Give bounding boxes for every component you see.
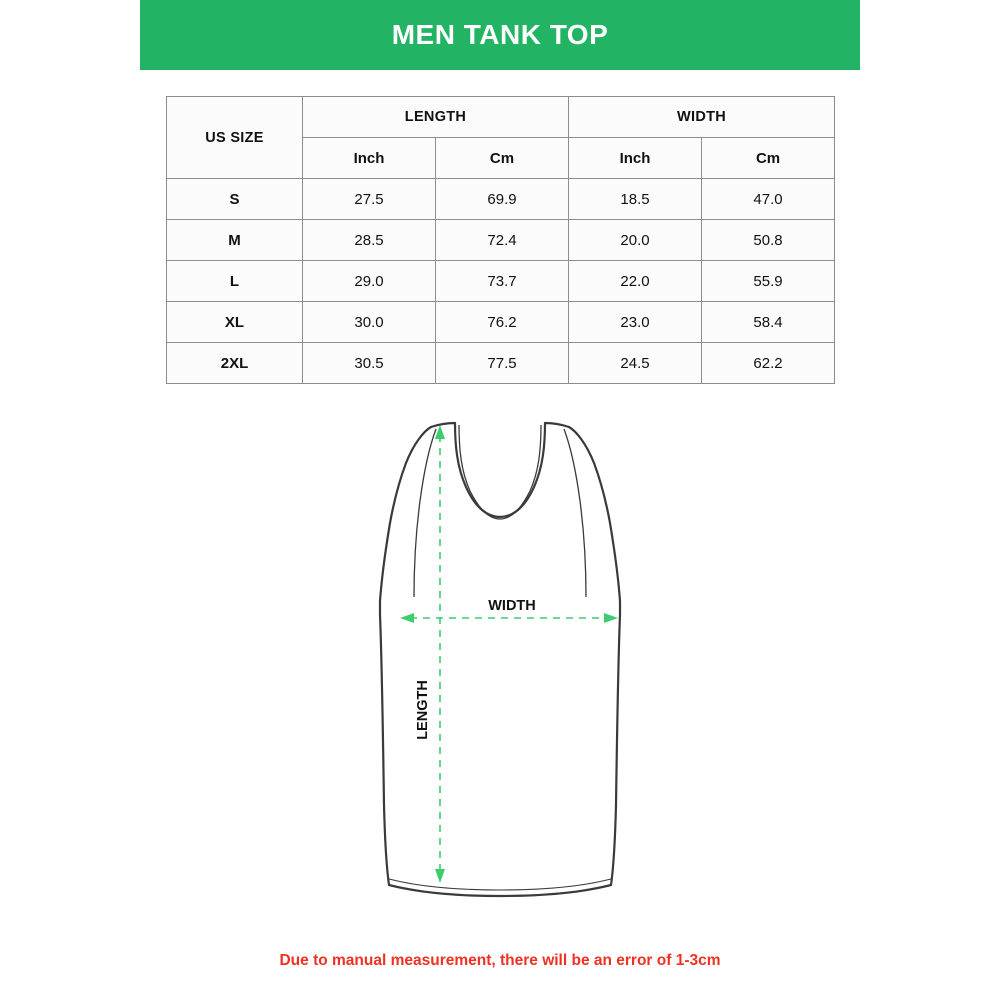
length-label: LENGTH bbox=[415, 680, 431, 740]
cell-width-inch: 22.0 bbox=[569, 261, 702, 302]
cell-length-cm: 69.9 bbox=[436, 179, 569, 220]
cell-size: 2XL bbox=[167, 343, 303, 384]
table-row bbox=[167, 179, 835, 220]
cell-length-inch: 28.5 bbox=[303, 220, 436, 261]
cell-width-inch: 23.0 bbox=[569, 302, 702, 343]
header-us-size: US SIZE bbox=[167, 97, 303, 179]
cell-size: M bbox=[167, 220, 303, 261]
cell-width-cm: 62.2 bbox=[702, 343, 835, 384]
measurement-disclaimer: Due to manual measurement, there will be an error of 1-3cm bbox=[279, 952, 721, 969]
size-chart bbox=[166, 96, 834, 384]
cell-width-inch: 18.5 bbox=[569, 179, 702, 220]
tank-top-diagram bbox=[0, 405, 1000, 915]
size-table bbox=[166, 96, 835, 384]
header-width: WIDTH bbox=[569, 97, 835, 138]
cell-length-inch: 29.0 bbox=[303, 261, 436, 302]
width-label: WIDTH bbox=[488, 598, 536, 614]
cell-width-cm: 47.0 bbox=[702, 179, 835, 220]
cell-size: XL bbox=[167, 302, 303, 343]
header-length: LENGTH bbox=[303, 97, 569, 138]
cell-length-cm: 77.5 bbox=[436, 343, 569, 384]
table-row bbox=[167, 343, 835, 384]
table-row bbox=[167, 220, 835, 261]
table-header-row bbox=[167, 97, 835, 138]
unit-width-cm: Cm bbox=[702, 138, 835, 179]
cell-length-cm: 73.7 bbox=[436, 261, 569, 302]
tank-top-outline bbox=[380, 423, 620, 896]
cell-width-cm: 58.4 bbox=[702, 302, 835, 343]
garment-illustration bbox=[0, 405, 1000, 915]
cell-length-cm: 72.4 bbox=[436, 220, 569, 261]
cell-length-inch: 30.5 bbox=[303, 343, 436, 384]
header-banner bbox=[140, 0, 860, 70]
cell-width-cm: 55.9 bbox=[702, 261, 835, 302]
table-row bbox=[167, 261, 835, 302]
unit-length-cm: Cm bbox=[436, 138, 569, 179]
cell-length-cm: 76.2 bbox=[436, 302, 569, 343]
page-title: MEN TANK TOP bbox=[391, 19, 609, 50]
cell-width-inch: 24.5 bbox=[569, 343, 702, 384]
table-row bbox=[167, 302, 835, 343]
unit-length-inch: Inch bbox=[303, 138, 436, 179]
cell-size: S bbox=[167, 179, 303, 220]
cell-size: L bbox=[167, 261, 303, 302]
cell-length-inch: 27.5 bbox=[303, 179, 436, 220]
cell-width-cm: 50.8 bbox=[702, 220, 835, 261]
cell-length-inch: 30.0 bbox=[303, 302, 436, 343]
cell-width-inch: 20.0 bbox=[569, 220, 702, 261]
unit-width-inch: Inch bbox=[569, 138, 702, 179]
